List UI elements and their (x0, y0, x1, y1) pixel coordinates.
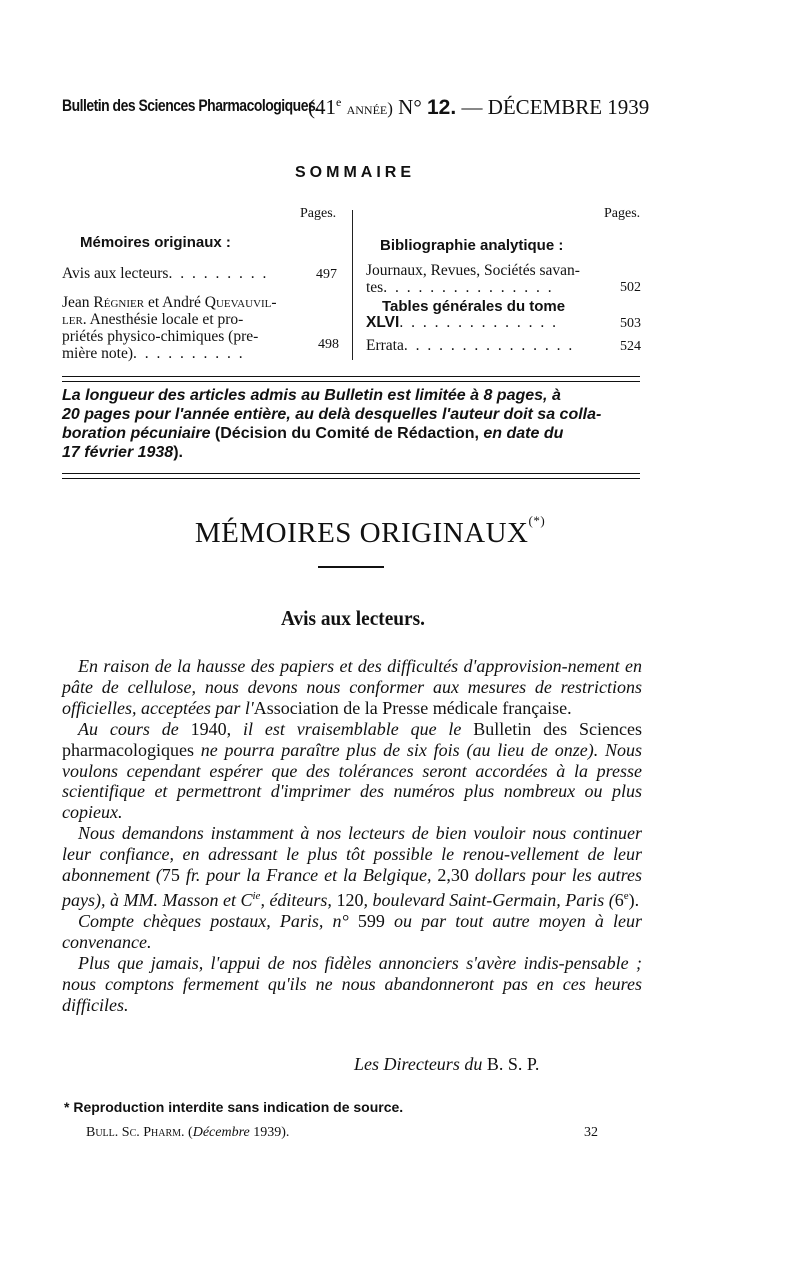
toc-text: et André (144, 294, 205, 311)
double-rule-bottom (62, 473, 640, 479)
issue-year-open: (41 (308, 95, 336, 119)
toc-entry-errata (366, 337, 574, 354)
toc-leader-dots: . . . . . . . . . (168, 265, 269, 282)
article-title: Avis aux lecteurs. (280, 606, 425, 630)
para-sup: e (623, 889, 629, 902)
author-name: Régnier (93, 294, 145, 311)
para-text: ou par tout autre moyen à leur convenance. (62, 910, 643, 952)
notice-text: boration pécuniaire (62, 425, 211, 442)
paragraph (62, 719, 642, 824)
toc-entry-journaux (366, 262, 580, 296)
toc-entry-line (62, 311, 277, 328)
toc-leader-dots: . . . . . . . . . . (133, 345, 245, 362)
issue-no-label: N° (398, 95, 422, 119)
footnote: * Reproduction interdite sans indication de source. (64, 1099, 404, 1115)
toc-entry-regnier (62, 294, 277, 362)
notice-line (62, 443, 642, 462)
toc-leader-dots: . . . . . . . . . . . . . . (399, 314, 558, 331)
toc-text: . Anesthésie locale et pro- (82, 311, 244, 328)
citation-text: Décembre (192, 1125, 250, 1140)
para-text: ). (628, 889, 640, 910)
para-text: ne pourra paraître plus de six fois (au lieu de onze). Nous voulons cependant espérer que des tolérances seront accordées à la presse scientifique et permettront d'imprimer des numéros plus nombreux ou plus copieux. (62, 739, 642, 823)
left-pages-label: Pages. (300, 206, 337, 221)
toc-entry-line (62, 345, 277, 362)
issue-year-sup: e (336, 95, 342, 109)
signature-text: Les Directeurs du (354, 1054, 487, 1074)
toc-entry-line: Journaux, Revues, Sociétés savan- (366, 262, 580, 279)
toc-leader-dots: . . . . . . . . . . . . . . . (403, 337, 575, 354)
title-rule (318, 566, 384, 568)
toc-page-number: 524 (620, 339, 641, 354)
issue-line (308, 95, 649, 120)
para-text: Association de la Presse médicale française. (253, 697, 572, 718)
notice-text: 17 février 1938 (62, 444, 174, 461)
page-number: 32 (584, 1125, 598, 1140)
para-text: dollars pour les autres pays), à MM. Masson et C (62, 865, 643, 910)
para-text: 1940, (190, 718, 243, 739)
para-sup: ie (252, 889, 261, 902)
para-text: Bulletin des Sciences pharmacologiques (62, 718, 643, 760)
issue-date: — DÉCEMBRE 1939 (461, 95, 650, 119)
toc-page-number: 497 (316, 267, 337, 282)
citation-text: ( (184, 1125, 193, 1140)
toc-text: Errata (366, 337, 404, 354)
footnote-mark: (*) (528, 513, 546, 528)
notice-text: ). (173, 444, 183, 461)
right-pages-label: Pages. (604, 206, 641, 221)
toc-text: XLVI (366, 314, 400, 331)
citation-text: 1939). (249, 1125, 290, 1140)
para-text: , éditeurs, (260, 889, 337, 910)
paragraph (62, 911, 642, 953)
section-title-text: MÉMOIRES ORIGINAUX (194, 517, 529, 549)
toc-entry-tables (382, 298, 565, 315)
issue-annee: année) (346, 99, 393, 118)
citation (86, 1125, 289, 1141)
toc-entry-line (62, 294, 277, 311)
toc-text: tes (366, 279, 384, 296)
para-text: 6 (614, 889, 624, 910)
paragraph (62, 656, 642, 719)
toc-entry-line: Tables générales du tome (382, 298, 566, 315)
notice-line (62, 424, 642, 443)
sommaire-title: SOMMAIRE (295, 164, 415, 181)
para-text: il est vraisemblable que le (242, 718, 474, 739)
toc-page-number: 502 (620, 280, 641, 295)
journal-name: Bulletin des Sciences Pharmacologiques. (62, 96, 319, 115)
toc-entry-avis (62, 265, 268, 282)
notice-line: La longueur des articles admis au Bulletin est limitée à 8 pages, à (62, 387, 561, 404)
left-section-heading: Mémoires originaux : (80, 234, 231, 251)
para-text: fr. pour la France et la Belgique, (179, 865, 438, 886)
notice-line: 20 pages pour l'année entière, au delà desquelles l'auteur doit sa colla- (62, 406, 602, 423)
author-name: Quevauvil- (204, 294, 277, 311)
citation-text: Bull. Sc. Pharm. (86, 1125, 185, 1140)
issue-number: 12. (426, 96, 457, 119)
length-notice (62, 386, 642, 462)
section-title (0, 513, 740, 550)
author-name: ler (62, 311, 83, 328)
toc-text: Jean (62, 294, 94, 311)
para-text: 75 (161, 865, 180, 886)
toc-entry-text: Avis aux lecteurs (62, 265, 169, 282)
signature-text: B. S. P. (486, 1054, 540, 1074)
double-rule-top (62, 376, 640, 382)
right-section-heading: Bibliographie analytique : (380, 237, 564, 254)
para-text: Au cours de (78, 718, 191, 739)
toc-entry-line: priétés physico-chimiques (pre- (62, 328, 259, 345)
toc-page-number: 503 (620, 316, 641, 331)
toc-page-number: 498 (318, 337, 339, 352)
para-text: 2,30 (437, 865, 469, 886)
toc-leader-dots: . . . . . . . . . . . . . . . (383, 279, 554, 296)
para-text: 120 (336, 889, 364, 910)
paragraph: Plus que jamais, l'appui de nos fidèles annonciers s'avère indis-pensable ; nous comptons fermement qu'ils ne nous abandonneront pas en ces heures difficiles. (62, 952, 642, 1015)
para-text: , boulevard Saint-Germain, Paris ( (363, 889, 615, 910)
para-text: Nous demandons instamment à nos lecteurs de bien vouloir nous continuer leur confiance, en adressant le plus tôt possible le renou-vellement de leur abonnement ( (62, 823, 642, 886)
paragraph (62, 823, 642, 911)
notice-text: (Décision du Comité de Rédaction, (210, 425, 484, 442)
signature (354, 1054, 539, 1075)
para-text: En raison de la hausse des papiers et des difficultés d'approvision-nement en pâte de cellulose, nous devons nous conformer aux mesures de restrictions officielles, acceptées par l' (62, 656, 642, 718)
para-text: Compte chèques postaux, Paris, n° (78, 910, 358, 931)
toc-entry-line (366, 279, 580, 296)
para-text: 599 (357, 910, 385, 931)
column-divider (352, 210, 353, 360)
article-body (62, 656, 642, 1015)
toc-text: mière note) (62, 345, 134, 362)
toc-entry-tables-line2 (366, 314, 558, 331)
notice-text: en date du (483, 425, 564, 442)
